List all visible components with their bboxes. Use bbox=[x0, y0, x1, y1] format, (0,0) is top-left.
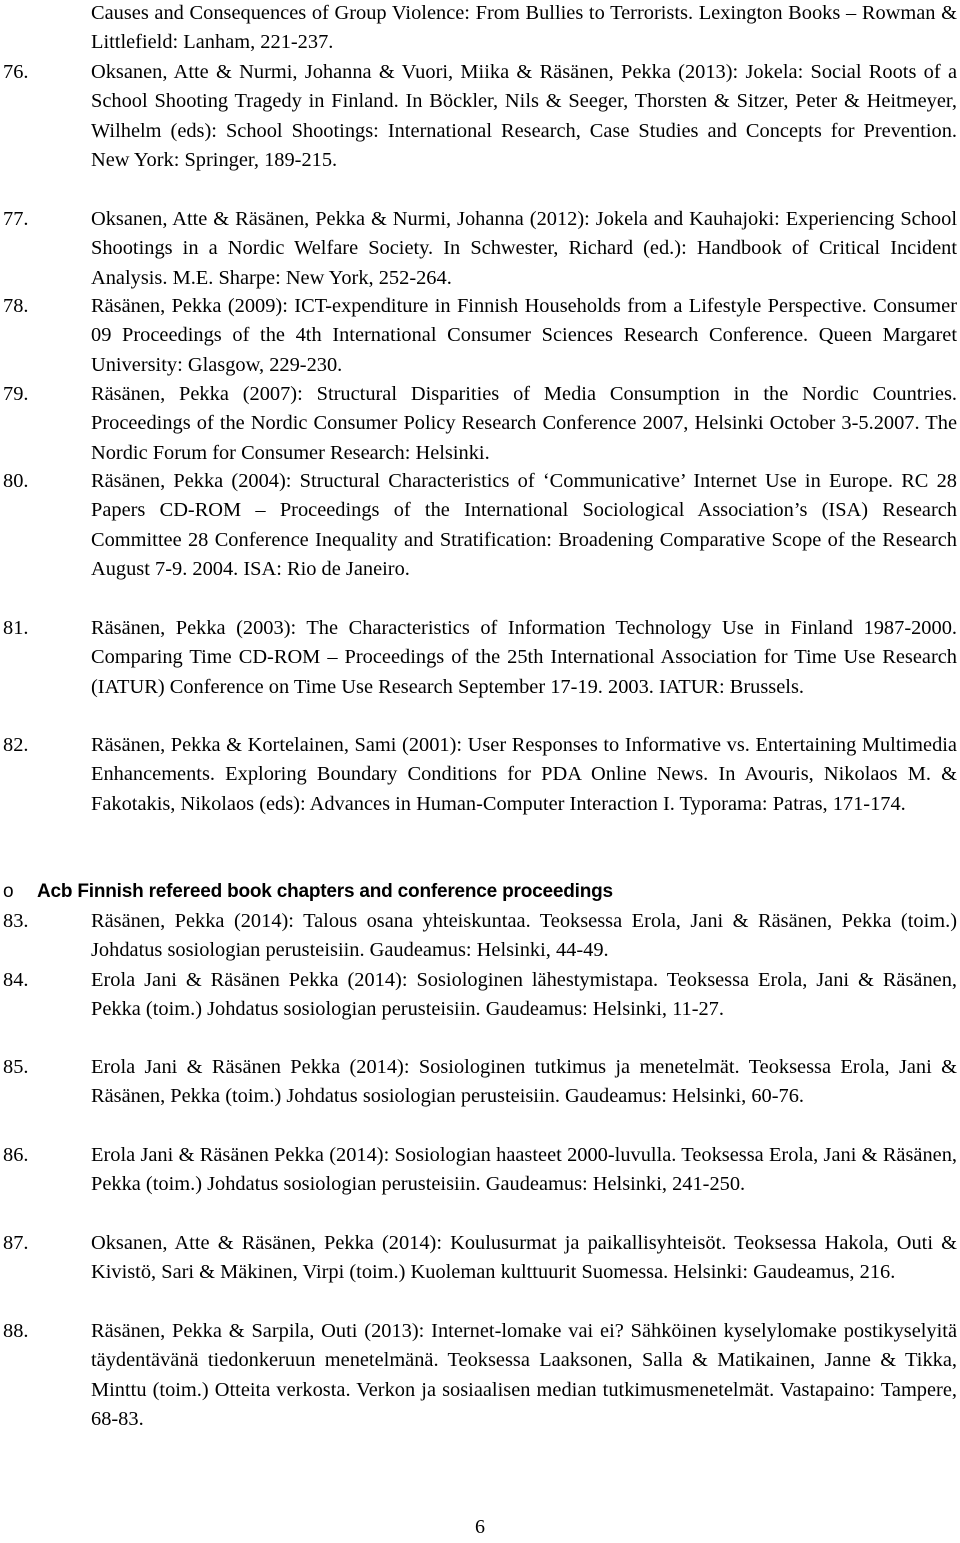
reference-number: 79. bbox=[3, 383, 29, 405]
reference-text: Oksanen, Atte & Nurmi, Johanna & Vuori, Miika & Räsänen, Pekka (2013): Jokela: Social Roots of a School Shooting Tragedy in Finland. In Böckler, Nils & Seeger, Thorsten & Sitzer, Peter & Heitmeyer, Wilhelm (eds): School Shootings: International Research, Case Studies and Concepts for Prevention. New York: Springer, 189-215. bbox=[91, 61, 957, 171]
reference-number: 77. bbox=[3, 208, 29, 230]
reference-item bbox=[0, 58, 960, 175]
reference-text: Räsänen, Pekka (2014): Talous osana yhteiskuntaa. Teoksessa Erola, Jani & Räsänen, Pekka (toim.) Johdatus sosiologian perusteisiin. Gaudeamus: Helsinki, 44-49. bbox=[91, 910, 957, 962]
reference-text: Erola Jani & Räsänen Pekka (2014): Sosiologinen tutkimus ja menetelmät. Teoksessa Erola, Jani & Räsänen, Pekka (toim.) Johdatus sosiologian perusteisiin. Gaudeamus: Helsinki, 60-76. bbox=[91, 1056, 957, 1108]
reference-text: Räsänen, Pekka & Kortelainen, Sami (2001): User Responses to Informative vs. Entertaining Multimedia Enhancements. Exploring Boundary Conditions for PDA Online News. In Avouris, Nikolaos M. & Fakotakis, Nikolaos (eds): Advances in Human-Computer Interaction I. Typorama: Patras, 171-174. bbox=[91, 734, 957, 815]
reference-number: 88. bbox=[3, 1320, 29, 1342]
reference-number: 82. bbox=[3, 734, 29, 756]
reference-text: Erola Jani & Räsänen Pekka (2014): Sosiologinen lähestymistapa. Teoksessa Erola, Jani & Räsänen, Pekka (toim.) Johdatus sosiologian perusteisiin. Gaudeamus: Helsinki, 11-27. bbox=[91, 969, 957, 1021]
reference-number: 84. bbox=[3, 969, 29, 991]
reference-number: 86. bbox=[3, 1144, 29, 1166]
reference-item bbox=[0, 205, 960, 293]
reference-item bbox=[0, 731, 960, 819]
page-number: 6 bbox=[475, 1516, 485, 1538]
reference-number: 76. bbox=[3, 61, 29, 83]
reference-item bbox=[0, 1053, 960, 1112]
reference-item bbox=[0, 292, 960, 380]
reference-item bbox=[0, 966, 960, 1025]
reference-item bbox=[0, 1317, 960, 1434]
reference-text: Räsänen, Pekka (2009): ICT-expenditure in Finnish Households from a Lifestyle Perspective. Consumer 09 Proceedings of the 4th International Consumer Sciences Research Conference. Queen Margaret University: Glasgow, 229-230. bbox=[91, 295, 957, 376]
reference-text: Erola Jani & Räsänen Pekka (2014): Sosiologian haasteet 2000-luvulla. Teoksessa Erola, Jani & Räsänen, Pekka (toim.) Johdatus sosiologian perusteisiin. Gaudeamus: Helsinki, 241-250. bbox=[91, 1144, 957, 1196]
section-title: Acb Finnish refereed book chapters and conference proceedings bbox=[37, 881, 613, 902]
reference-number: 81. bbox=[3, 617, 29, 639]
reference-item bbox=[0, 907, 960, 966]
reference-number: 80. bbox=[3, 470, 29, 492]
reference-item bbox=[0, 1141, 960, 1200]
reference-item bbox=[0, 1229, 960, 1288]
reference-number: 83. bbox=[3, 910, 29, 932]
continued-reference-text: Causes and Consequences of Group Violence: From Bullies to Terrorists. Lexington Books – Rowman & Littlefield: Lanham, 221-237. bbox=[91, 2, 957, 54]
reference-text: Oksanen, Atte & Räsänen, Pekka (2014): Koulusurmat ja paikallisyhteisöt. Teoksessa Hakola, Outi & Kivistö, Sari & Mäkinen, Virpi (toim.) Kuoleman kulttuurit Suomessa. Helsinki: Gaudeamus, 216. bbox=[91, 1232, 957, 1284]
reference-number: 87. bbox=[3, 1232, 29, 1254]
section-bullet: o bbox=[3, 881, 14, 902]
reference-text: Räsänen, Pekka (2003): The Characteristics of Information Technology Use in Finland 1987-2000. Comparing Time CD-ROM – Proceedings of the 25th International Association for Time Use Research (IATUR) Conference on Time Use Research September 17-19. 2003. IATUR: Brussels. bbox=[91, 617, 957, 698]
reference-text: Räsänen, Pekka & Sarpila, Outi (2013): Internet-lomake vai ei? Sähköinen kyselylomake postikyselyitä täydentävänä tiedonkeruun menetelmänä. Teoksessa Laaksonen, Salla & Matikainen, Janne & Tikka, Minttu (toim.) Otteita verkosta. Verkon ja sosiaalisen median tutkimusmenetelmät. Vastapaino: Tampere, 68-83. bbox=[91, 1320, 957, 1430]
reference-item bbox=[0, 614, 960, 702]
reference-text: Räsänen, Pekka (2007): Structural Disparities of Media Consumption in the Nordic Countries. Proceedings of the Nordic Consumer Policy Research Conference 2007, Helsinki October 3-5.2007. The Nordic Forum for Consumer Research: Helsinki. bbox=[91, 383, 957, 464]
reference-text: Räsänen, Pekka (2004): Structural Characteristics of ‘Communicative’ Internet Use in Europe. RC 28 Papers CD-ROM – Proceedings of the International Sociological Association’s (ISA) Research Committee 28 Conference Inequality and Stratification: Broadening Comparative Scope of the Research August 7-9. 2004. ISA: Rio de Janeiro. bbox=[91, 470, 957, 580]
reference-text: Oksanen, Atte & Räsänen, Pekka & Nurmi, Johanna (2012): Jokela and Kauhajoki: Experiencing School Shootings in a Nordic Welfare Society. In Schwester, Richard (ed.): Handbook of Critical Incident Analysis. M.E. Sharpe: New York, 252-264. bbox=[91, 208, 957, 289]
reference-number: 85. bbox=[3, 1056, 29, 1078]
reference-item bbox=[0, 380, 960, 468]
reference-item bbox=[0, 467, 960, 584]
reference-number: 78. bbox=[3, 295, 29, 317]
